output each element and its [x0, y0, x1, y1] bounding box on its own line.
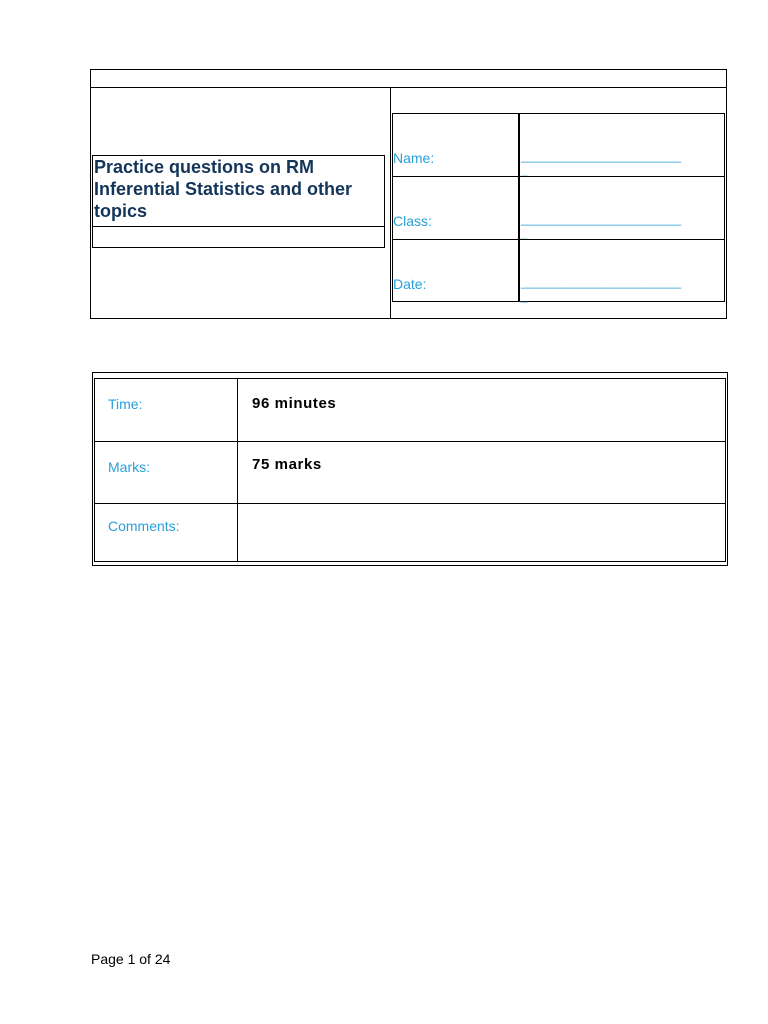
- class-field[interactable]: ________________________ _: [521, 212, 682, 240]
- marks-value: 75 marks: [252, 456, 322, 473]
- title-box: [92, 155, 385, 227]
- page-title: Practice questions on RM Inferential Statistics and other topics: [94, 157, 353, 221]
- marks-label: Marks:: [108, 459, 150, 475]
- info-row-class: [392, 176, 725, 240]
- info-separator: [518, 114, 520, 176]
- name-field[interactable]: ________________________ _: [521, 149, 682, 177]
- comments-row: [95, 504, 725, 562]
- header-top-strip: [91, 70, 726, 88]
- marks-row: [95, 442, 725, 504]
- date-field[interactable]: ________________________ _: [521, 275, 682, 303]
- time-label: Time:: [108, 396, 143, 412]
- info-separator: [518, 240, 520, 301]
- time-value: 96 minutes: [252, 395, 337, 412]
- details-table: [94, 378, 726, 562]
- comments-label: Comments:: [108, 518, 180, 534]
- time-row: [95, 379, 725, 442]
- name-label: Name:: [393, 150, 435, 166]
- info-row-date: [392, 239, 725, 302]
- title-under-cell: [92, 226, 385, 248]
- class-label: Class:: [393, 213, 432, 229]
- header-divider: [390, 88, 391, 319]
- details-separator: [237, 379, 238, 441]
- header-box: [90, 69, 727, 319]
- info-row-name: [392, 113, 725, 177]
- page-number: Page 1 of 24: [91, 951, 171, 967]
- student-info-table: [392, 113, 725, 303]
- details-separator: [237, 504, 238, 562]
- date-label: Date:: [393, 276, 427, 292]
- info-separator: [518, 177, 520, 239]
- details-box: [92, 372, 728, 566]
- details-separator: [237, 442, 238, 503]
